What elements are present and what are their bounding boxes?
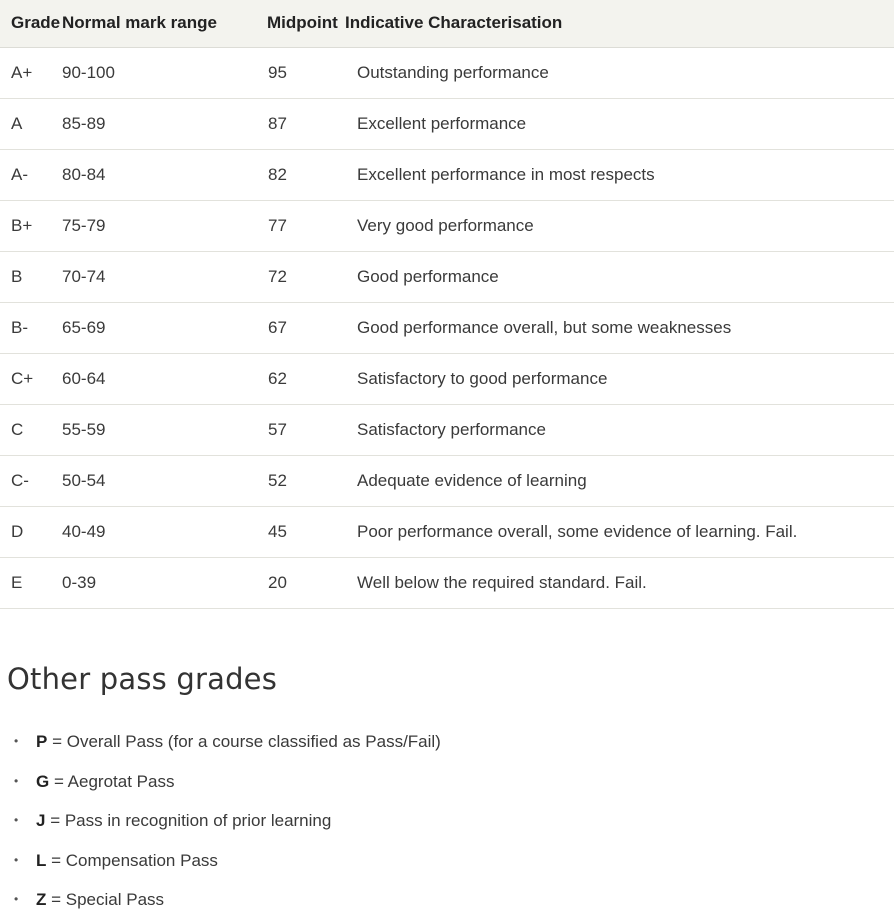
table-row [0, 251, 894, 302]
midpoint-cell: 52 [258, 455, 345, 506]
mark-range-cell: 90-100 [62, 47, 258, 98]
characterisation-cell: Poor performance overall, some evidence of learning. Fail. [345, 506, 894, 557]
pass-grade-code: G [36, 771, 50, 791]
pass-grade-description: = Special Pass [46, 890, 165, 910]
mark-range-cell: 40-49 [62, 506, 258, 557]
midpoint-cell: 67 [258, 302, 345, 353]
table-row [0, 455, 894, 506]
mark-range-cell: 85-89 [62, 98, 258, 149]
table-row [0, 200, 894, 251]
header-mark-range: Normal mark range [62, 0, 258, 47]
mark-range-cell: 50-54 [62, 455, 258, 506]
pass-grade-code: Z [36, 890, 47, 910]
mark-range-cell: 75-79 [62, 200, 258, 251]
grade-cell: A+ [0, 47, 62, 98]
bullet-icon: • [14, 734, 19, 748]
characterisation-cell: Excellent performance in most respects [345, 149, 894, 200]
list-item [0, 722, 441, 762]
mark-range-cell: 55-59 [62, 404, 258, 455]
pass-grade-description: = Aegrotat Pass [49, 771, 175, 791]
other-pass-list [0, 722, 441, 920]
table-row [0, 98, 894, 149]
characterisation-cell: Well below the required standard. Fail. [345, 557, 894, 608]
mark-range-cell: 65-69 [62, 302, 258, 353]
mark-range-cell: 0-39 [62, 557, 258, 608]
list-item [0, 762, 441, 802]
pass-grade-code: J [36, 811, 46, 831]
grade-cell: A- [0, 149, 62, 200]
header-grade: Grade [0, 0, 62, 47]
mark-range-cell: 60-64 [62, 353, 258, 404]
characterisation-cell: Excellent performance [345, 98, 894, 149]
header-characterisation: Indicative Characterisation [345, 0, 894, 47]
grade-cell: C [0, 404, 62, 455]
characterisation-cell: Adequate evidence of learning [345, 455, 894, 506]
table-row [0, 149, 894, 200]
mark-range-cell: 70-74 [62, 251, 258, 302]
table-row [0, 302, 894, 353]
characterisation-cell: Good performance overall, but some weaknesses [345, 302, 894, 353]
grade-cell: A [0, 98, 62, 149]
list-item [0, 801, 441, 841]
midpoint-cell: 57 [258, 404, 345, 455]
midpoint-cell: 62 [258, 353, 345, 404]
table-row [0, 557, 894, 608]
midpoint-cell: 82 [258, 149, 345, 200]
characterisation-cell: Satisfactory performance [345, 404, 894, 455]
bullet-icon: • [14, 773, 19, 788]
midpoint-cell: 77 [258, 200, 345, 251]
characterisation-cell: Satisfactory to good performance [345, 353, 894, 404]
grade-cell: E [0, 557, 62, 608]
section-title: Other pass grades [7, 662, 278, 696]
bullet-icon: • [14, 892, 19, 907]
midpoint-cell: 87 [258, 98, 345, 149]
midpoint-cell: 20 [258, 557, 345, 608]
list-item [0, 841, 441, 881]
midpoint-cell: 95 [258, 47, 345, 98]
table-body [0, 47, 894, 608]
grade-cell: B [0, 251, 62, 302]
characterisation-cell: Good performance [345, 251, 894, 302]
pass-grade-code: P [36, 732, 48, 751]
characterisation-cell: Outstanding performance [345, 47, 894, 98]
table-row [0, 47, 894, 98]
pass-grade-description: = Overall Pass (for a course classified as Pass/Fail) [47, 732, 441, 751]
table-row [0, 404, 894, 455]
grade-cell: B- [0, 302, 62, 353]
grade-cell: C- [0, 455, 62, 506]
table-header-row [0, 0, 894, 47]
grade-cell: C+ [0, 353, 62, 404]
bullet-icon: • [14, 852, 19, 867]
midpoint-cell: 45 [258, 506, 345, 557]
table-row [0, 353, 894, 404]
list-item [0, 880, 441, 920]
midpoint-cell: 72 [258, 251, 345, 302]
characterisation-cell: Very good performance [345, 200, 894, 251]
grade-cell: B+ [0, 200, 62, 251]
pass-grade-description: = Compensation Pass [46, 850, 218, 870]
pass-grade-code: L [36, 850, 47, 870]
header-midpoint: Midpoint [258, 0, 345, 47]
bullet-icon: • [14, 813, 19, 828]
mark-range-cell: 80-84 [62, 149, 258, 200]
grade-cell: D [0, 506, 62, 557]
table-row [0, 506, 894, 557]
pass-grade-description: = Pass in recognition of prior learning [45, 811, 332, 831]
